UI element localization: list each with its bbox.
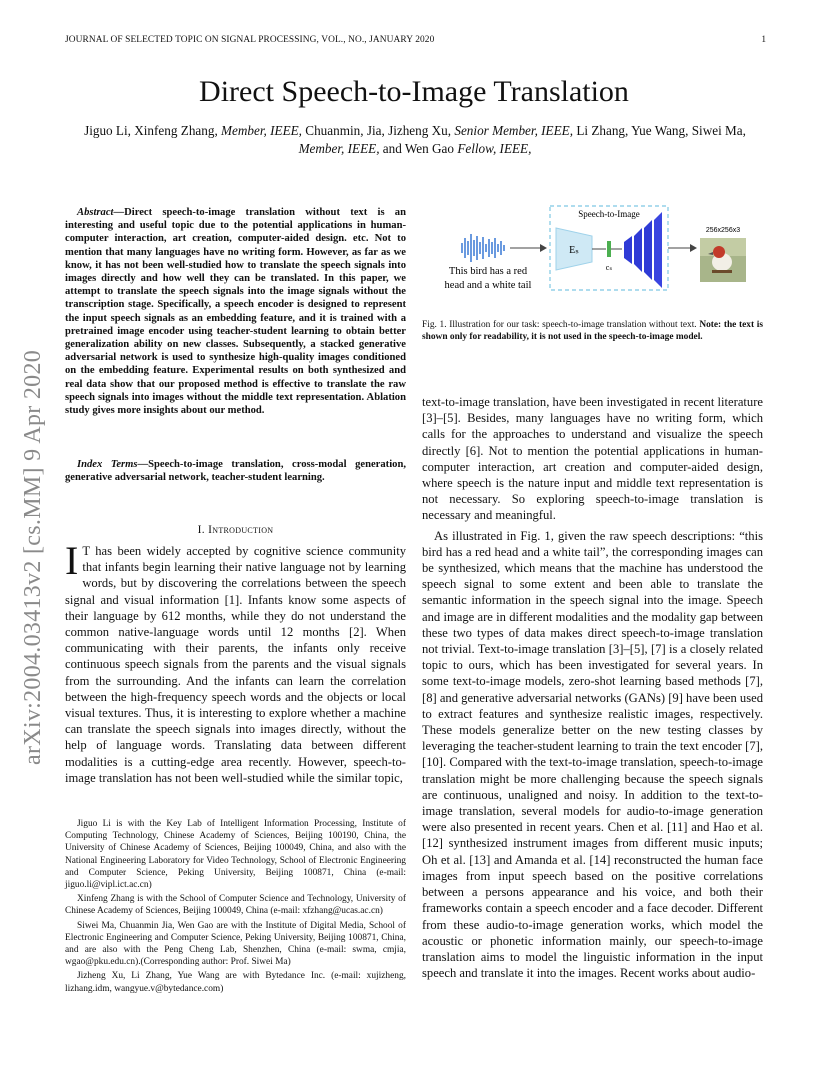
running-header: JOURNAL OF SELECTED TOPIC ON SIGNAL PROCESSING, VOL., NO., JANUARY 2020	[65, 35, 435, 45]
index-terms-label: Index Terms	[77, 459, 138, 470]
author-names: Li Zhang, Yue Wang, Siwei Ma,	[573, 123, 746, 138]
author-role: Member, IEEE,	[298, 141, 380, 156]
abstract-text: —Direct speech-to-image translation without text is an interesting and useful topic due to the potential applications in human-computer interaction, art creation, computer-aided design. etc. Not to mention that many languages have no writing form. However, as far as we know, it has not been well-studied how to translate the speech signals into images directly and how well they can be translated. In this paper, we attempt to translate the speech signals into the image signals without the transcription stage. Specifically, a speech encoder is designed to represent the input speech signals as an embedding feature, and it is trained with a pretrained image encoder using teacher-student learning to obtain better generalization ability on new classes. Subsequently, a stacked generative adversarial network is used to synthesize high-quality images conditioned on the embedding feature. Experimental results on both synthesized and real data show that our proposed method is effective to translate the raw speech signals into images without the middle text representation. Ablation study gives more insights about our method.	[65, 207, 406, 417]
author-list	[70, 122, 760, 158]
speech-text-line: This bird has a red	[448, 266, 528, 277]
intro-paragraph	[65, 538, 406, 786]
footnote: Siwei Ma, Chuanmin Jia, Wen Gao are with the Institute of Digital Media, School of Electronic Engineering and Computer Science, Peking University, Beijing 100871, China, and are also with the Peng Cheng Lab, Shenzhen, China (e-mail: swma, cmjia, wgao@pku.edu.cn).(Corresponding author: Prof. Siwei Ma)	[65, 920, 406, 968]
caption-text: Illustration for our task: speech-to-image translation without text.	[449, 320, 697, 330]
drop-cap: I	[65, 538, 79, 583]
index-terms-text: —Speech-to-image translation, cross-modal generation, generative adversarial network, teacher-student learning.	[65, 459, 406, 484]
footnote: Jiguo Li is with the Key Lab of Intelligent Information Processing, Institute of Computing Technology, Chinese Academy of Sciences, Beijing 100190, China, the University of Chinese Academy of Sciences, Beijing 100049, China, and also with the National Engineering Laboratory for Video Technology, School of Electronic Engineering and Computer Science, Peking University, Beijing 100871, China (e-mail: jiguo.li@vipl.ict.ac.cn)	[65, 819, 406, 891]
paper-title: Direct Speech-to-Image Translation	[199, 75, 629, 108]
abstract-label: Abstract	[77, 207, 114, 218]
section-number: I.	[197, 524, 205, 536]
section-title: Introduction	[208, 524, 274, 536]
author-role: Fellow, IEEE,	[457, 141, 532, 156]
footnote: Jizheng Xu, Li Zhang, Yue Wang are with Bytedance Inc. (e-mail: xujizheng, lizhang.idm, wangyue.v@bytedance.com)	[65, 971, 406, 994]
right-column-text	[422, 394, 763, 981]
caption-note: Note: the text is shown only for readability, it is not used in the speech-to-image model.	[422, 320, 763, 342]
figure-1	[422, 200, 763, 315]
index-terms	[65, 458, 406, 484]
waveform-icon	[462, 234, 504, 262]
section-heading	[65, 524, 406, 536]
embedding-bar	[607, 241, 611, 257]
figure-caption	[422, 320, 763, 344]
footnote: Xinfeng Zhang is with the School of Computer Science and Technology, University of Chinese Academy of Sciences, Beijing 100049, China (e-mail: xfzhang@ucas.ac.cn)	[65, 894, 406, 917]
intro-text: T has been widely accepted by cognitive science community that infants begin learning their native language not by learning words, but by discovering the correlations between the speech signal and visual information [1]. Infants know some aspects of their language by 612 months, while they do not understand the common native-language words until 12 months [2]. When communicating with their parents, the infants only receive continuous speech signals from the parents and the visual signals from the surrounding. And the infants can learn the correlation between the high-frequency speech words and the objects or local visual textures. Thus, it is interesting to explore whether a machine can translate the speech signals into images directly, without the help of language words. Translating data between different modalities is a cutting-edge area recently. However, speech-to-image translation has not been well-studied while the similar topic,	[65, 544, 406, 785]
encoder-label: Eₛ	[569, 245, 579, 256]
arrow-head-icon	[540, 244, 547, 252]
caption-label: Fig. 1.	[422, 320, 447, 330]
page-number: 1	[761, 35, 766, 45]
image-size-label: 256x256x3	[705, 227, 741, 234]
author-role: Senior Member, IEEE,	[454, 123, 574, 138]
author-names: Jiguo Li, Xinfeng Zhang,	[84, 123, 222, 138]
footnotes	[65, 818, 406, 997]
embedding-label: cₛ	[605, 263, 613, 272]
generator-stack	[624, 212, 662, 288]
arxiv-stamp: arXiv:2004.03413v2 [cs.MM] 9 Apr 2020	[20, 349, 46, 765]
author-names: and Wen Gao	[379, 141, 458, 156]
author-names: Chuanmin, Jia, Jizheng Xu,	[301, 123, 455, 138]
speech-text-line: head and a white tail	[444, 280, 532, 291]
arrow-head-icon	[690, 244, 697, 252]
author-role: Member, IEEE,	[221, 123, 302, 138]
abstract	[65, 206, 406, 417]
box-label: Speech-to-Image	[578, 209, 640, 219]
paragraph: As illustrated in Fig. 1, given the raw speech descriptions: “this bird has a red head and a white tail”, the corresponding images can be synthesized, which means that the machine has understood the speech signal to some extent and been able to translate the semantic information in the speech signal into the image. Speech and image are in different modalities and the modality gap between these two types of data makes direct speech-to-image translation not trivial. Text-to-image translation [3]–[5], [7] is a closely related topic to ours, which has been investigated for several years. In some text-to-image models, zero-shot learning based methods [7], [8] and generative adversarial networks (GANs) [9] have been used to extract features and synthesize realistic images, respectively. These models generalize better on the new testing classes by leveraging the teacher-student learning to train the text encoder [7], [10]. Compared with the text-to-image translation, speech-to-image translation might be more challenging because the speech signals are continuous, unaligned and noisy. In addition to the text-to-image translation, several models for audio-to-image generation were also presented in recent years. Chen et al. [11] and Hao et al. [12] synthesized instrument images from different music inputs; Oh et al. [13] and Amanda et al. [14] reconstructed the human face images from input speech based on the positive correlations between a persons appearance and his voice, and both their frameworks contain a speech encoder and a face decoder. Different from these audio-to-image generation works, which model the acoustic or phonetic information mainly, our speech-to-image translation aims to model the linguistic information in the input speech and translate it into the images. Recent works about audio-	[422, 528, 763, 981]
bird-image	[700, 238, 746, 282]
paragraph: text-to-image translation, have been investigated in recent literature [3]–[5]. Besides, many languages have no writing form, which calls for the approaches to understand and visualize the speech directly [6]. Not to mention the potential applications in human-computer interaction, art creation and computer-aided design, where speech is the nature input and middle text representation is not necessary. So exploring speech-to-image translation is necessary and meaningful.	[422, 395, 763, 523]
pipeline-diagram	[422, 200, 763, 315]
